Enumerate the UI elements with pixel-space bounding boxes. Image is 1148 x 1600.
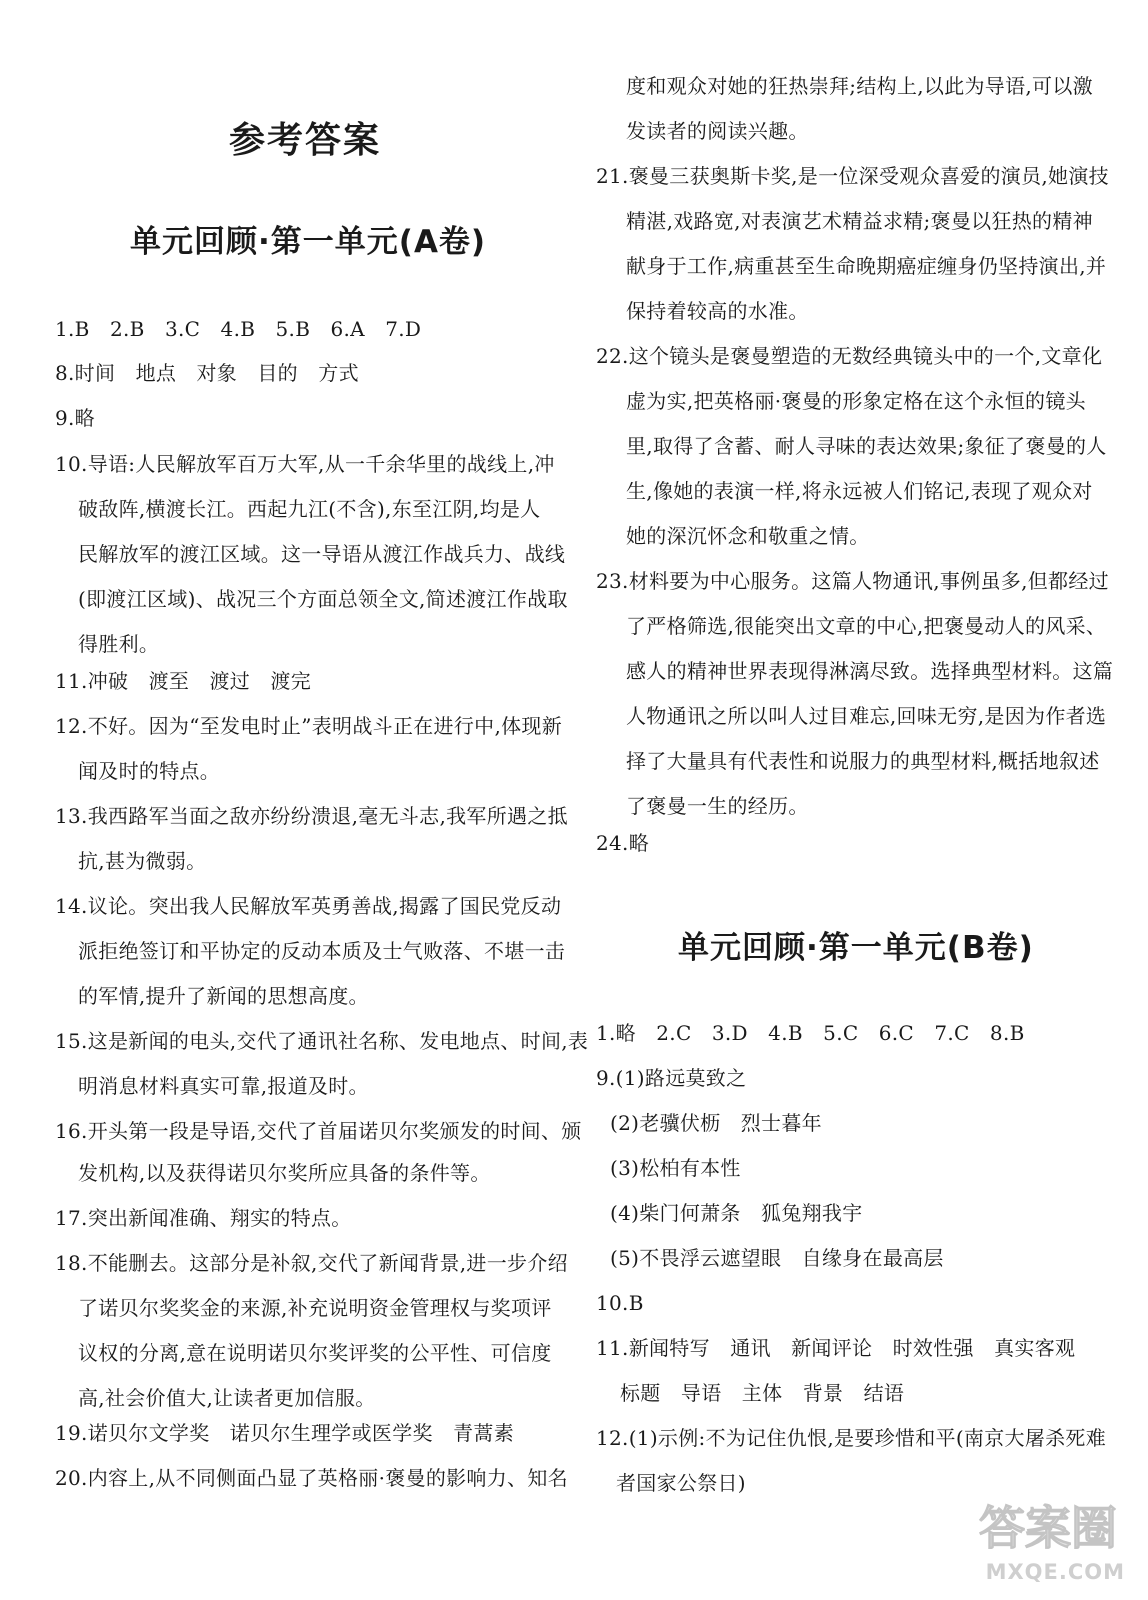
answer-line: 精湛,戏路宽,对表演艺术精益求精;褒曼以狂热的精神	[626, 209, 1093, 233]
answer-line: 24.略	[596, 831, 650, 855]
answer-line: 13.我西路军当面之敌亦纷纷溃退,毫无斗志,我军所遇之抵	[55, 804, 568, 828]
answer-line: 19.诺贝尔文学奖 诺贝尔生理学或医学奖 青蒿素	[55, 1421, 515, 1445]
answer-line: 了诺贝尔奖奖金的来源,补充说明资金管理权与奖项评	[78, 1296, 552, 1320]
answer-line: 献身于工作,病重甚至生命晚期癌症缠身仍坚持演出,并	[626, 254, 1107, 278]
section-a-title: 单元回顾·第一单元(A卷)	[130, 224, 487, 260]
answer-line: 发读者的阅读兴趣。	[626, 119, 809, 143]
watermark-site: MXQE.COM	[985, 1560, 1125, 1584]
answer-line: 择了大量具有代表性和说服力的典型材料,概括地叙述	[626, 749, 1100, 773]
answer-line: 她的深沉怀念和敬重之情。	[626, 524, 870, 548]
answer-line: 18.不能删去。这部分是补叙,交代了新闻背景,进一步介绍	[55, 1251, 568, 1275]
answer-line: 8.时间 地点 对象 目的 方式	[55, 361, 359, 385]
answer-line: 15.这是新闻的电头,交代了通讯社名称、发电地点、时间,表	[55, 1029, 589, 1053]
answer-line: 度和观众对她的狂热崇拜;结构上,以此为导语,可以激	[626, 74, 1093, 98]
page-title: 参考答案	[228, 119, 381, 161]
answer-line: 发机构,以及获得诺贝尔奖所应具备的条件等。	[78, 1161, 491, 1185]
answer-line: 明消息材料真实可靠,报道及时。	[78, 1074, 369, 1098]
answer-line: 11.冲破 渡至 渡过 渡完	[55, 669, 312, 693]
answer-line: 标题 导语 主体 背景 结语	[620, 1381, 905, 1405]
watermark	[905, 1490, 1125, 1590]
answer-line: 议权的分离,意在说明诺贝尔奖评奖的公平性、可信度	[78, 1341, 552, 1365]
answer-line: 20.内容上,从不同侧面凸显了英格丽·褒曼的影响力、知名	[55, 1466, 568, 1490]
answer-line: 感人的精神世界表现得淋漓尽致。选择典型材料。这篇	[626, 659, 1114, 683]
section-b-title: 单元回顾·第一单元(B卷)	[678, 930, 1034, 966]
answer-line: 了严格筛选,很能突出文章的中心,把褒曼动人的风采、	[626, 614, 1107, 638]
answer-line: 人物通讯之所以叫人过目难忘,回味无穷,是因为作者选	[626, 704, 1107, 728]
answer-line: 11.新闻特写 通讯 新闻评论 时效性强 真实客观	[596, 1336, 1076, 1360]
answer-line: 22.这个镜头是褒曼塑造的无数经典镜头中的一个,文章化	[596, 344, 1103, 368]
answer-line: 生,像她的表演一样,将永远被人们铭记,表现了观众对	[626, 479, 1093, 503]
answer-line: 9.略	[55, 406, 95, 430]
answer-line: 12.(1)示例:不为记住仇恨,是要珍惜和平(南京大屠杀死难	[596, 1426, 1107, 1450]
answer-line: 12.不好。因为“至发电时止”表明战斗正在进行中,体现新	[55, 714, 563, 738]
answer-line: 得胜利。	[78, 632, 160, 656]
answer-line: 1.B 2.B 3.C 4.B 5.B 6.A 7.D	[55, 317, 422, 341]
answer-line: (即渡江区域)、战况三个方面总领全文,简述渡江作战取	[78, 587, 568, 611]
answer-line: 派拒绝签订和平协定的反动本质及士气败落、不堪一击	[78, 939, 566, 963]
answer-line: 高,社会价值大,让读者更加信服。	[78, 1386, 376, 1410]
answer-line: 16.开头第一段是导语,交代了首届诺贝尔奖颁发的时间、颁	[55, 1119, 582, 1143]
watermark-logo: 答案圈	[979, 1501, 1117, 1555]
answer-line: (5)不畏浮云遮望眼 自缘身在最高层	[610, 1246, 944, 1270]
answer-line: 的军情,提升了新闻的思想高度。	[78, 984, 369, 1008]
answer-line: 9.(1)路远莫致之	[596, 1066, 747, 1090]
answer-line: 者国家公祭日)	[616, 1471, 746, 1495]
answer-line: 1.略 2.C 3.D 4.B 5.C 6.C 7.C 8.B	[596, 1021, 1025, 1045]
answer-line: 保持着较高的水准。	[626, 299, 809, 323]
answer-line: 破敌阵,横渡长江。西起九江(不含),东至江阴,均是人	[78, 497, 541, 521]
answer-line: 17.突出新闻准确、翔实的特点。	[55, 1206, 352, 1230]
answer-line: 10.导语:人民解放军百万大军,从一千余华里的战线上,冲	[55, 452, 555, 476]
answer-line: 23.材料要为中心服务。这篇人物通讯,事例虽多,但都经过	[596, 569, 1109, 593]
answer-line: (3)松柏有本性	[610, 1156, 741, 1180]
answer-line: 虚为实,把英格丽·褒曼的形象定格在这个永恒的镜头	[626, 389, 1086, 413]
answer-line: 14.议论。突出我人民解放军英勇善战,揭露了国民党反动	[55, 894, 562, 918]
answer-line: (4)柴门何萧条 狐兔翔我宇	[610, 1201, 863, 1225]
answer-line: 10.B	[596, 1291, 644, 1315]
answer-line: 抗,甚为微弱。	[78, 849, 207, 873]
answer-line: 21.褒曼三获奥斯卡奖,是一位深受观众喜爱的演员,她演技	[596, 164, 1109, 188]
answer-line: 里,取得了含蓄、耐人寻味的表达效果;象征了褒曼的人	[626, 434, 1107, 458]
answer-line: 民解放军的渡江区域。这一导语从渡江作战兵力、战线	[78, 542, 566, 566]
answer-line: 了褒曼一生的经历。	[626, 794, 809, 818]
answer-line: (2)老骥伏枥 烈士暮年	[610, 1111, 822, 1135]
answer-line: 闻及时的特点。	[78, 759, 221, 783]
